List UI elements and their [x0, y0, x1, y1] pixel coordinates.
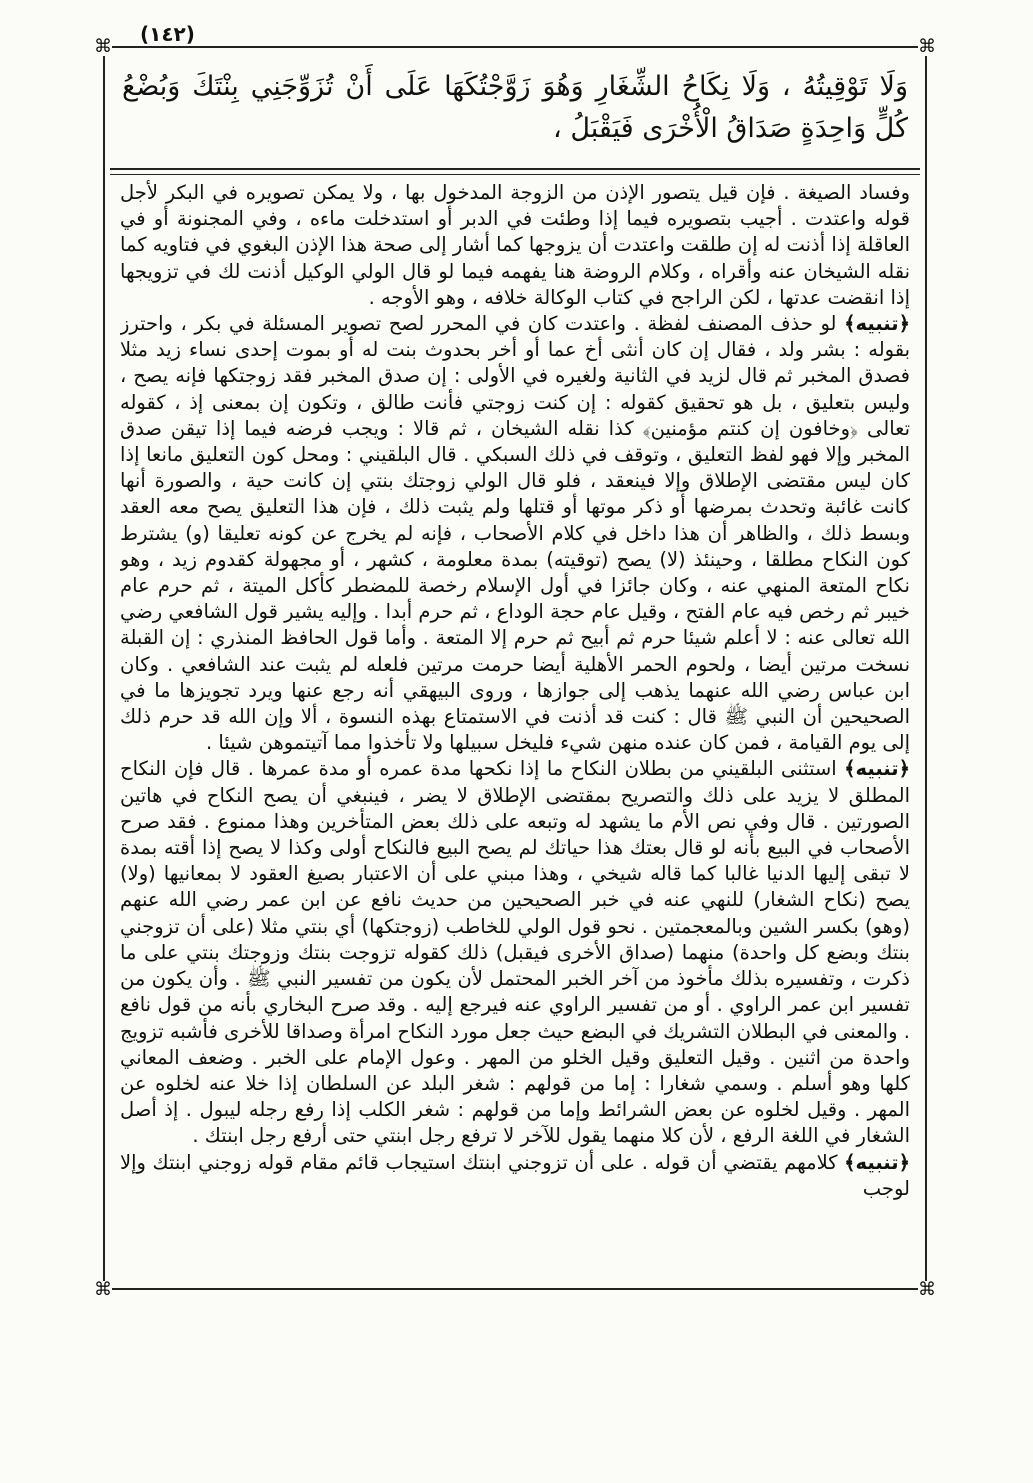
left-border [103, 48, 105, 1292]
separator-line [110, 174, 920, 175]
note-marker: ﴿تنبيه﴾ [844, 312, 910, 336]
corner-ornament-icon: ⌘ [94, 36, 112, 57]
corner-ornament-icon: ⌘ [94, 1279, 112, 1300]
right-border [925, 48, 927, 1292]
commentary-paragraph: ﴿تنبيه﴾ استثنى البلقيني من بطلان النكاح ما إذا نكحها مدة عمره أو مدة عمرها . قال فإن النكاح المطلق لا يزيد على ذلك والتصريح بمقتضى الإطلاق لا يضر ، فينبغي أن يصح النكاح في هاتين الصورتين . قال وفي نص الأم ما يشهد له وتبعه على ذلك بعض المتأخرين وهذا ممنوع . فقد صرح الأصحاب في البيع بأنه لو قال بعتك هذا حياتك لم يصح البيع فالنكاح أولى وكذا لا يصح إذا أقته بمدة لا تبقى إليها الدنيا غالبا كما قاله شيخي ، وهذا مبني على أن الاعتبار بصيغ العقود لا بمعانيها (ولا) يصح (نكاح الشغار) للنهي عنه في خبر الصحيحين من حديث نافع عن ابن عمر رضي الله عنهم (وهو) بكسر الشين وبالمعجمتين . نحو قول الولي للخاطب (زوجتكها) أي بنتي مثلا (على أن تزوجني بنتك وبضع كل واحدة) منهما (صداق الأخرى فيقبل) ذلك كقوله تزوجت بنتك وزوجتك بنتي على ما ذكرت ، وتفسيره بذلك مأخوذ من آخر الخبر المحتمل لأن يكون من تفسير النبي ﷺ . وأن يكون من تفسير ابن عمر الراوي . أو من تفسير الراوي عنه فيرجع إليه . وقد صرح البخاري بأنه من قول نافع . والمعنى في البطلان التشريك في البضع حيث جعل مورد النكاح امرأة وصداقا للأخرى فأشبه تزويج واحدة من اثنين . وقيل التعليق وقيل الخلو من المهر . وعول الإمام على الخبر . وضعف المعاني كلها وهو أسلم . وسمي شغارا : إما من قولهم : شغر البلد عن السلطان إذا خلا عنه لخلوه عن المهر . وقيل لخلوه عن بعض الشرائط وإما من قولهم : شغر الكلب إذا رفع رجله ليبول . إذ أصل الشغار في اللغة الرفع ، لأن كلا منهما يقول للآخر لا ترفع رجل ابنتي حتى أرفع رجل ابنتك . [120, 757, 910, 1148]
corner-ornament-icon: ⌘ [918, 1279, 936, 1300]
commentary [120, 180, 910, 1280]
top-border [108, 46, 922, 48]
note-marker: ﴿تنبيه﴾ [844, 757, 910, 781]
commentary-paragraph: ﴿تنبيه﴾ كلامهم يقتضي أن قوله . على أن تزوجني ابنتك استيجاب قائم مقام قوله زوجني ابنتك وإلا لوجب [120, 1150, 910, 1200]
bottom-border [108, 1288, 922, 1290]
main-text: وَلَا تَوْقِيتُهُ ، وَلَا نِكَاحُ الشِّغَارِ وَهُوَ زَوَّجْتُكَهَا عَلَى أَنْ تُزَوِّجَنِي بِنْتَكَ وَبُضْعُ كُلٍّ وَاحِدَةٍ صَدَاقُ الْأُخْرَى فَيَقْبَلُ ، [122, 71, 908, 144]
page-number: (١٤٢) [134, 22, 201, 46]
page-frame [94, 22, 936, 1300]
commentary-paragraph: وفساد الصيغة . فإن قيل يتصور الإذن من الزوجة المدخول بها ، ولا يمكن تصويره في البكر لأجل قوله واعتدت . أجيب بتصويره فيما إذا وطئت في الدبر أو استدخلت ماءه ، وفي المجنونة أو في العاقلة إذا أذنت له إن طلقت واعتدت أن يزوجها كما أشار إلى صحة هذا الإذن البغوي في فتاويه كما نقله الشيخان عنه وأقراه ، وكلام الروضة هنا يفهمه فيما لو قال الولي الوكيل أذنت لك في تزويجها إذا انقضت عدتها ، لكن الراجح في كتاب الوكالة خلافه ، وهو الأوجه . [120, 181, 910, 309]
corner-ornament-icon: ⌘ [918, 36, 936, 57]
commentary-paragraph: ﴿تنبيه﴾ لو حذف المصنف لفظة . واعتدت كان في المحرر لصح تصوير المسئلة في بكر ، واحترز بقوله : بشر ولد ، فقال إن كان أنثى أخ عما أو أخر بحدوث بنت له أو بموت إحدى نساء زيد مثلا فصدق المخبر ثم قال لزيد في الثانية ولغيره في الأولى : إن صدق المخبر فقد زوجتكها فإنه يصح ، وليس بتعليق ، بل هو تحقيق كقوله : إن كنت زوجتي فأنت طالق ، وتكون إن بمعنى إذ ، كقوله تعالى ﴿وخافون إن كنتم مؤمنين﴾ كذا نقله الشيخان ، ثم قالا : ويجب فرضه فيما إذا تيقن صدق المخبر وإلا فهو لفظ التعليق ، وتوقف في ذلك السبكي . قال البلقيني : ومحل كون التعليق مانعا إذا كان ليس مقتضى الإطلاق وإلا فينعقد ، فلو قال الولي زوجتك بنتي إن كانت حية ، والصورة أنها كانت غائبة وتحدث بمرضها أو ذكر موتها أو قتلها ولم يثبت ذلك ، فإن هذا التعليق يصح معه العقد وبسط ذلك ، والظاهر أن هذا داخل في كلام الأصحاب ، فإنه لم يخرج عن كونه تعليقا (و) يشترط كون النكاح مطلقا ، وحينئذ (لا) يصح (توقيته) بمدة معلومة ، كشهر ، أو مجهولة كقدوم زيد ، وهو نكاح المتعة المنهي عنه ، وكان جائزا في أول الإسلام رخصة للمضطر كأكل الميتة ، ثم حرم عام خيبر ثم رخص فيه عام الفتح ، وقيل عام حجة الوداع ، ثم حرم أبدا . وإليه يشير قول الشافعي رضي الله تعالى عنه : لا أعلم شيئا حرم ثم أبيح ثم حرم إلا المتعة . وأما قول الحافظ المنذري : إن القبلة نسخت مرتين أيضا ، ولحوم الحمر الأهلية أيضا حرمت مرتين فلعله لم يثبت عند الشافعي . وكان ابن عباس رضي الله عنهما يذهب إلى جوازها ، وروى البيهقي أنه رجع عنها ويرد تجويزها ما في الصحيحين أن النبي ﷺ قال : كنت قد أذنت في الاستمتاع بهذه النسوة ، ألا وإن الله قد حرم ذلك إلى يوم القيامة ، فمن كان عنده منهن شيء فليخل سبيلها ولا تأخذوا مما آتيتموهن شيئا . [120, 312, 910, 755]
separator-line [110, 168, 920, 170]
note-marker: ﴿تنبيه﴾ [844, 1150, 910, 1174]
